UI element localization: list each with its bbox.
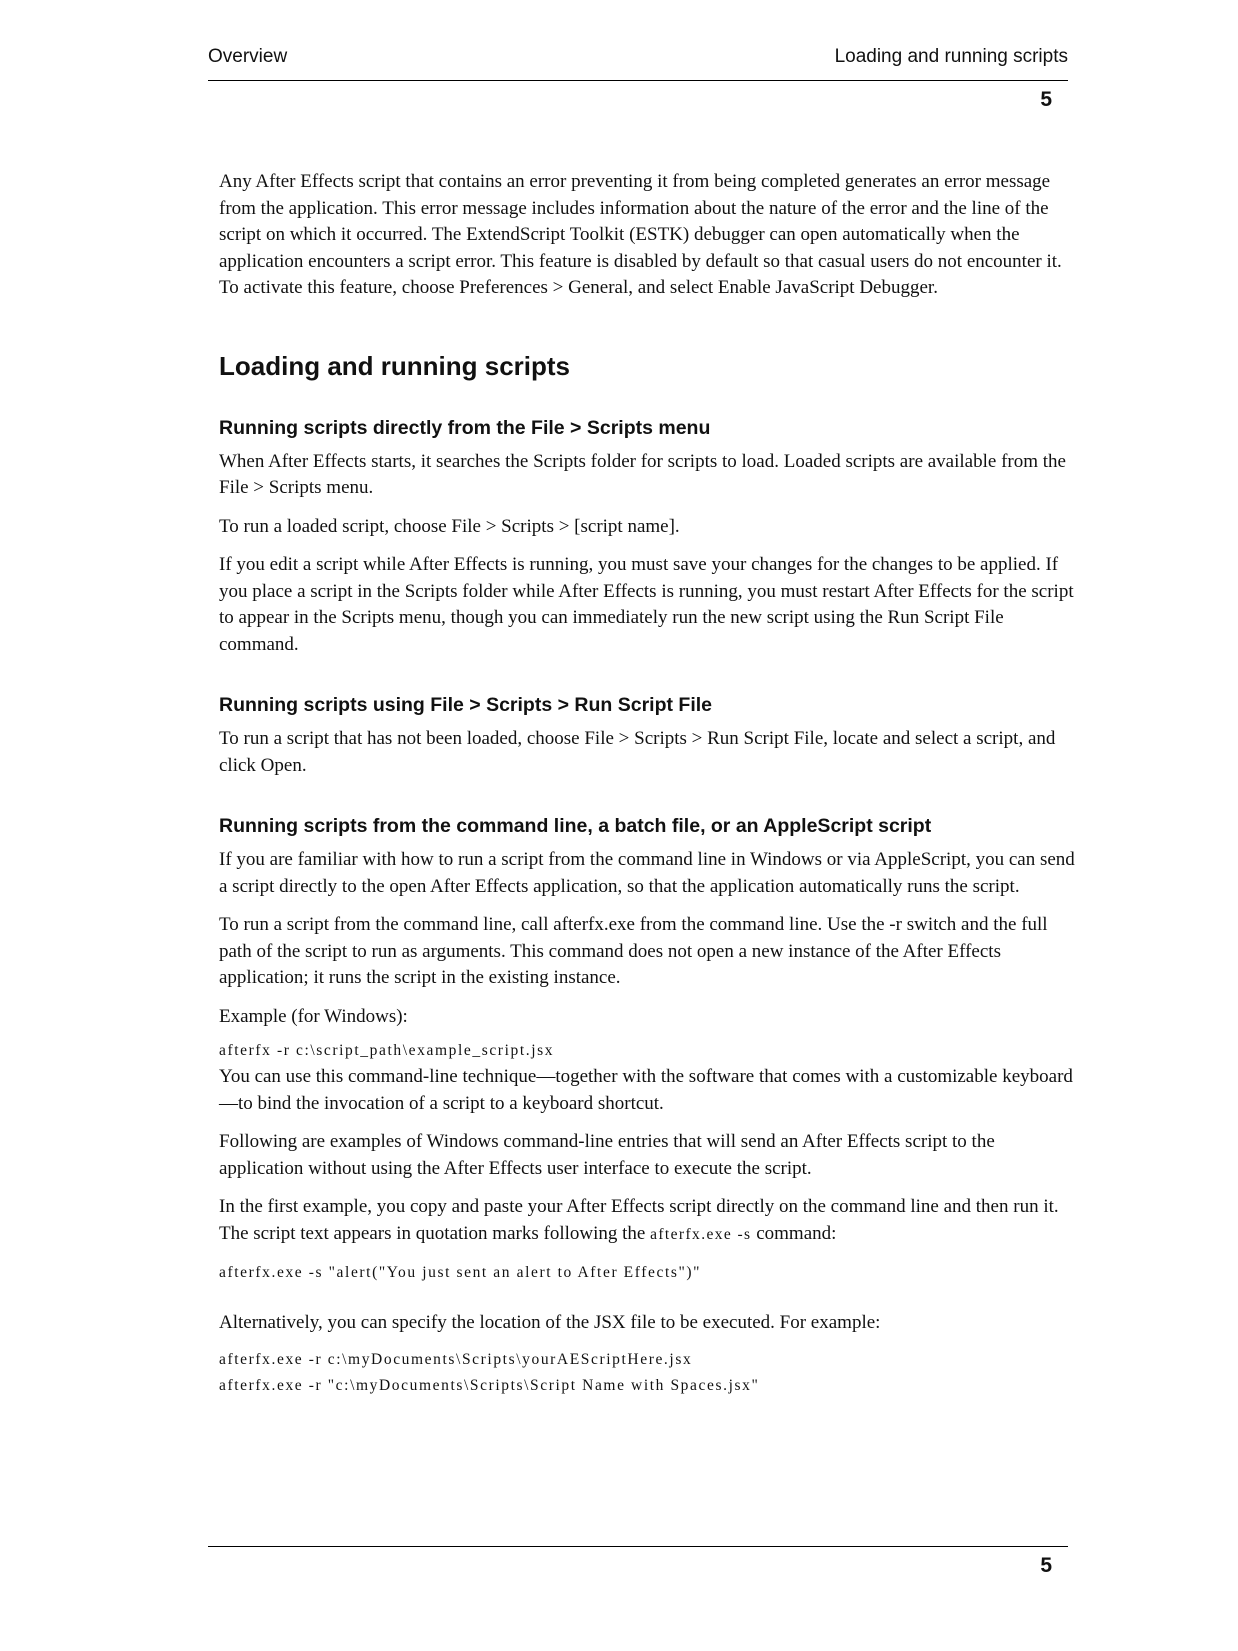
paragraph: You can use this command-line technique—together with the software that comes with a customizable keyboard—to bind the invocation of a script to a keyboard shortcut. — [219, 1066, 1073, 1114]
paragraph: If you edit a script while After Effects is running, you must save your changes for the changes to be applied. If you place a script in the Scripts folder while After Effects is running, you must restart After Effects for the script to appear in the Scripts menu, though you can immediately run the new script using the Run Script File command. — [219, 554, 1074, 655]
header-left-title: Overview — [208, 46, 288, 67]
footer-rule — [208, 1546, 1068, 1547]
code-example-jsx-path-spaces: afterfx.exe -r "c:\myDocuments\Scripts\Script Name with Spaces.jsx" — [219, 1376, 760, 1394]
inline-code: afterfx.exe -s — [650, 1225, 752, 1243]
subsection-title-file-scripts-menu: Running scripts directly from the File > Scripts menu — [219, 416, 711, 439]
code-example-jsx-path: afterfx.exe -r c:\myDocuments\Scripts\yourAEScriptHere.jsx — [219, 1350, 693, 1368]
subsection-title-run-script-file: Running scripts using File > Scripts > Run Script File — [219, 694, 712, 716]
paragraph-inline-code — [219, 1194, 1079, 1248]
page-number-bottom: 5 — [1040, 1554, 1052, 1577]
paragraph: To run a script from the command line, call afterfx.exe from the command line. Use the -r switch and the full path of the script to run as arguments. This command does not open a new instance of the After Effects application; it runs the script in the existing instance. — [219, 914, 1048, 988]
page-content — [219, 169, 1079, 1399]
text-run: command: — [751, 1222, 837, 1244]
paragraph: If you are familiar with how to run a script from the command line in Windows or via AppleScript, you can send a script directly to the open After Effects application, so that the application automatically runs the script. — [219, 849, 1075, 897]
code-example-windows: afterfx -r c:\script_path\example_script.jsx — [219, 1042, 555, 1059]
code-example-alert: afterfx.exe -s "alert("You just sent an alert to After Effects")" — [219, 1264, 702, 1281]
paragraph: Example (for Windows): — [219, 1005, 408, 1027]
paragraph: Following are examples of Windows command-line entries that will send an After Effects script to the application without using the After Effects user interface to execute the script. — [219, 1131, 995, 1179]
section-title: Loading and running scripts — [219, 350, 570, 381]
paragraph: To run a script that has not been loaded, choose File > Scripts > Run Script File, locate and select a script, and click Open. — [219, 728, 1056, 776]
header-right-title: Loading and running scripts — [834, 46, 1068, 67]
intro-paragraph: Any After Effects script that contains an error preventing it from being completed generates an error message from the application. This error message includes information about the nature of the error and the line of the script on which it occurred. The ExtendScript Toolkit (ESTK) debugger can open automatically when the application encounters a script error. This feature is disabled by default so that casual users do not encounter it. To activate this feature, choose Preferences > General, and select Enable JavaScript Debugger. — [219, 171, 1062, 298]
running-header — [208, 44, 1068, 81]
text-run: In the first example, you copy and paste your After Effects script directly on the command line and then run it. The script text appears in quotation marks following the — [219, 1196, 1059, 1244]
subsection-title-command-line: Running scripts from the command line, a batch file, or an AppleScript script — [219, 815, 932, 837]
paragraph: When After Effects starts, it searches the Scripts folder for scripts to load. Loaded scripts are available from the File > Scripts menu. — [219, 450, 1066, 498]
paragraph: Alternatively, you can specify the location of the JSX file to be executed. For example: — [219, 1312, 881, 1333]
paragraph: To run a loaded script, choose File > Scripts > [script name]. — [219, 515, 680, 537]
page-number-top: 5 — [1040, 88, 1052, 111]
